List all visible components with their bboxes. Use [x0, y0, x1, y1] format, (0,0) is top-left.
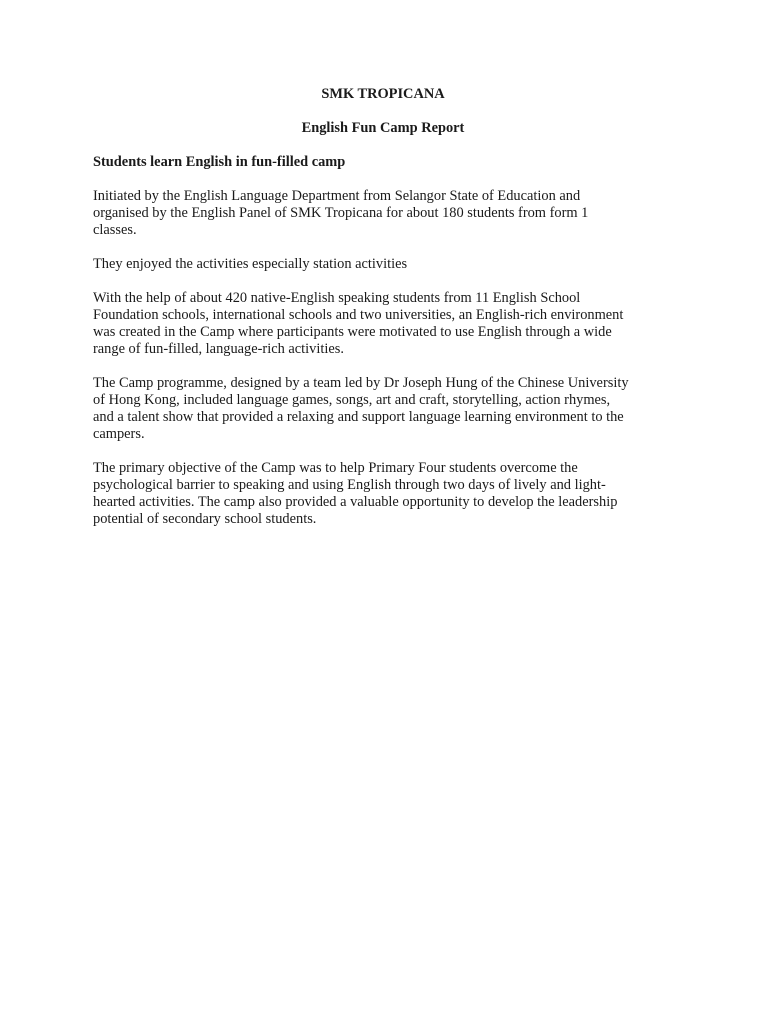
paragraph-objective — [93, 460, 673, 528]
school-name: SMK TROPICANA — [321, 86, 445, 102]
paragraph-line: campers. — [93, 426, 145, 442]
article-headline: Students learn English in fun-filled camp — [93, 154, 346, 170]
report-title: English Fun Camp Report — [301, 120, 465, 136]
paragraph-line: Foundation schools, international schools and two universities, an English-rich environment — [93, 307, 624, 323]
paragraph-line: and a talent show that provided a relaxing and support language learning environment to the — [93, 409, 624, 425]
paragraph-line: potential of secondary school students. — [93, 511, 317, 527]
paragraph-line: hearted activities. The camp also provided a valuable opportunity to develop the leadership — [93, 494, 618, 510]
paragraph-programme — [93, 375, 673, 443]
paragraph-helpers — [93, 290, 673, 358]
paragraph-enjoyment — [93, 256, 673, 273]
document-page — [93, 86, 673, 528]
paragraph-line: The primary objective of the Camp was to help Primary Four students overcome the — [93, 460, 578, 476]
paragraph-introduction — [93, 188, 673, 239]
paragraph-line: psychological barrier to speaking and using English through two days of lively and light- — [93, 477, 606, 493]
paragraph-line: With the help of about 420 native-English speaking students from 11 English School — [93, 290, 581, 306]
paragraph-line: classes. — [93, 222, 137, 238]
paragraph-line: of Hong Kong, included language games, songs, art and craft, storytelling, action rhymes, — [93, 392, 611, 408]
paragraph-line: organised by the English Panel of SMK Tropicana for about 180 students from form 1 — [93, 205, 589, 221]
paragraph-line: Initiated by the English Language Department from Selangor State of Education and — [93, 188, 581, 204]
paragraph-line: They enjoyed the activities especially station activities — [93, 256, 408, 272]
paragraph-line: range of fun-filled, language-rich activities. — [93, 341, 344, 357]
paragraph-line: was created in the Camp where participants were motivated to use English through a wide — [93, 324, 612, 340]
paragraph-line: The Camp programme, designed by a team led by Dr Joseph Hung of the Chinese University — [93, 375, 629, 391]
